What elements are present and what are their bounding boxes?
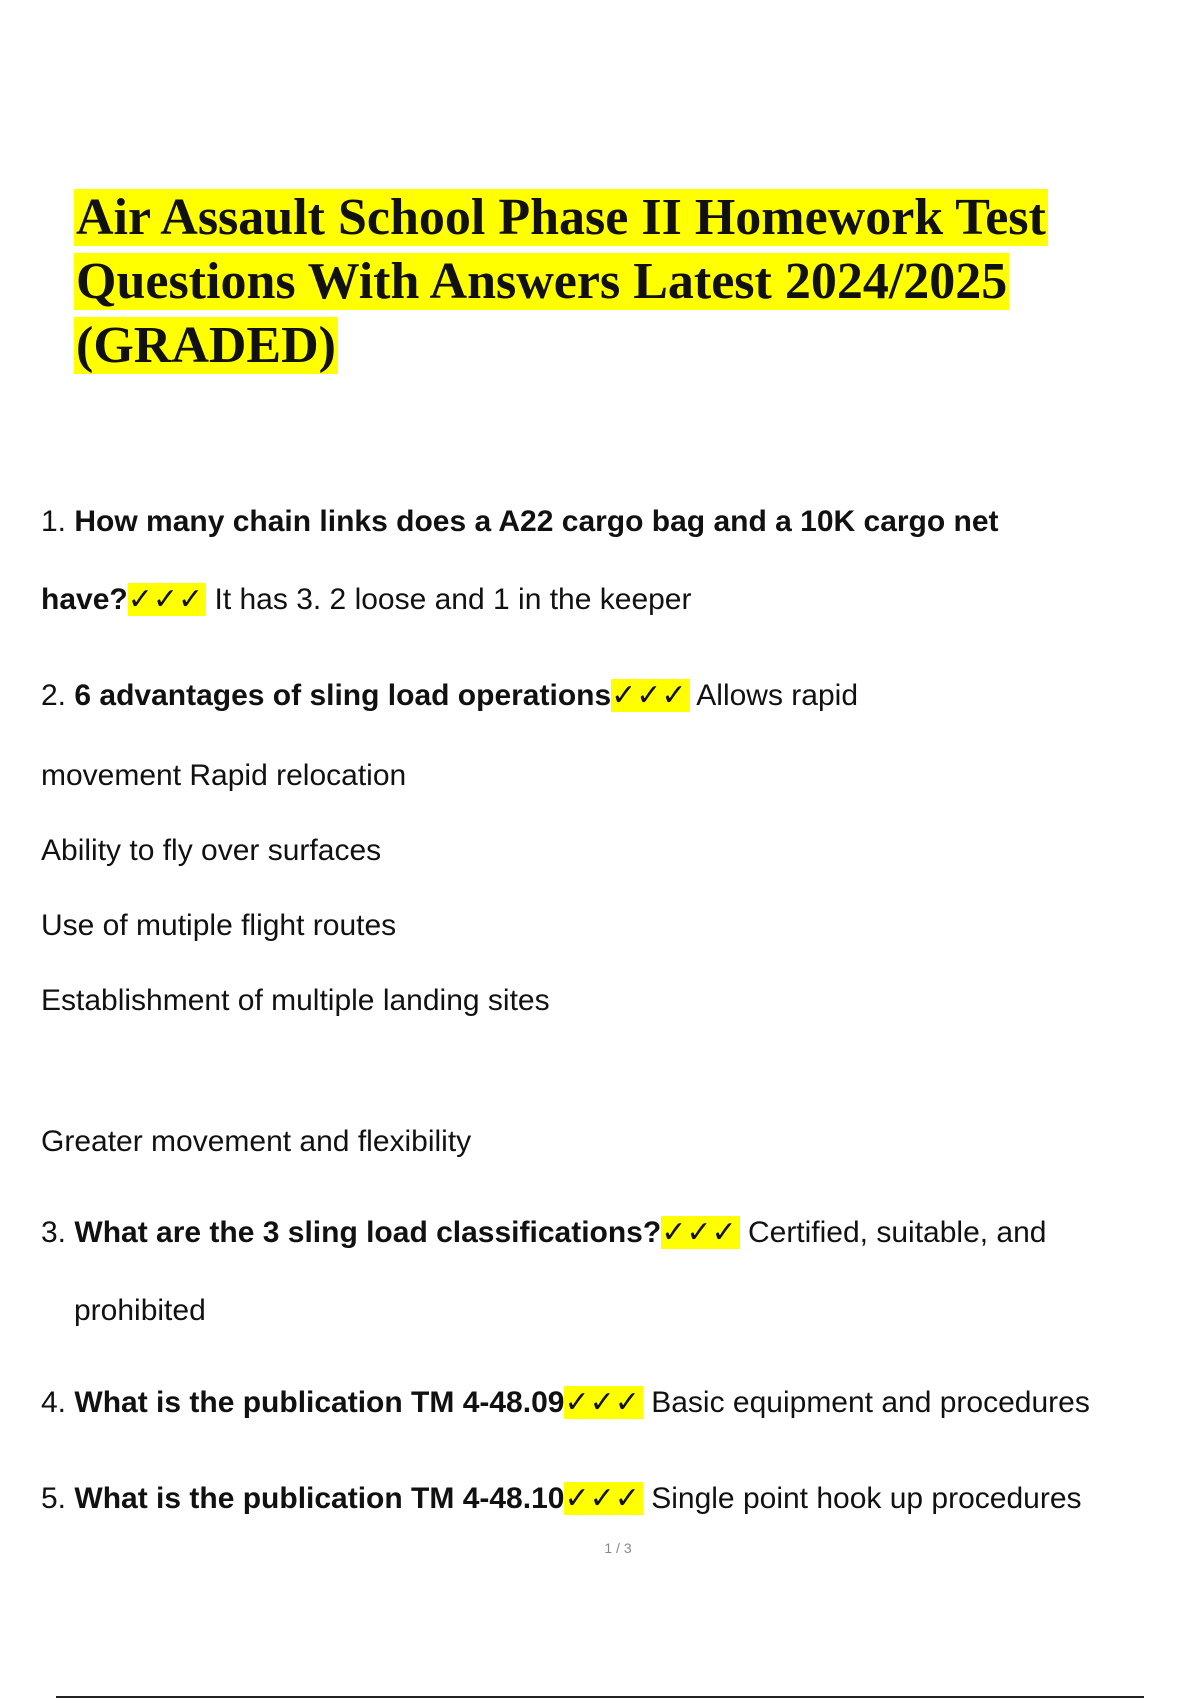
question-1-line-1 xyxy=(41,504,999,540)
footer-divider xyxy=(56,1696,1144,1698)
checkmark-icon: ✓✓✓ xyxy=(564,1482,642,1515)
answer-text: It has 3. 2 loose and 1 in the keeper xyxy=(214,583,692,616)
question-3-line-1 xyxy=(41,1215,1046,1251)
question-text: 6 advantages of sling load operations xyxy=(74,679,612,712)
page-indicator: 1 / 3 xyxy=(604,1540,632,1556)
question-text: What is the publication TM 4-48.09 xyxy=(74,1386,565,1419)
answer-line: Greater movement and flexibility xyxy=(41,1125,472,1158)
question-text-continued: have? xyxy=(41,583,128,616)
answer-text: Allows rapid xyxy=(696,679,858,712)
question-5-line-1 xyxy=(41,1481,1082,1517)
question-text: What is the publication TM 4-48.10 xyxy=(74,1482,565,1515)
checkmark-icon: ✓✓✓ xyxy=(611,679,689,712)
question-number: 3. xyxy=(41,1216,67,1249)
answer-text: Certified, suitable, and xyxy=(747,1216,1047,1249)
question-number: 5. xyxy=(41,1482,67,1515)
title-highlight: Air Assault School Phase II Homework Test Questions With Answers Latest 2024/2025 (GRADED) xyxy=(76,189,1046,374)
question-number: 2. xyxy=(41,679,67,712)
question-text: What are the 3 sling load classifications? xyxy=(74,1216,662,1249)
question-1-line-2 xyxy=(41,582,691,618)
document-title xyxy=(74,186,1154,378)
answer-text: Basic equipment and procedures xyxy=(651,1386,1090,1419)
answer-line: Ability to fly over surfaces xyxy=(41,834,382,867)
question-number: 4. xyxy=(41,1386,67,1419)
question-text: How many chain links does a A22 cargo bag and a 10K cargo net xyxy=(74,505,999,538)
checkmark-icon: ✓✓✓ xyxy=(128,583,206,616)
answer-line: Use of mutiple flight routes xyxy=(41,909,397,942)
answer-continuation: prohibited xyxy=(74,1294,206,1327)
answer-line: movement Rapid relocation xyxy=(41,759,407,792)
checkmark-icon: ✓✓✓ xyxy=(661,1216,739,1249)
question-number: 1. xyxy=(41,505,67,538)
question-2-line-1 xyxy=(41,678,858,714)
answer-line: Establishment of multiple landing sites xyxy=(41,984,550,1017)
question-4-line-1 xyxy=(41,1385,1090,1421)
checkmark-icon: ✓✓✓ xyxy=(564,1386,642,1419)
answer-text: Single point hook up procedures xyxy=(651,1482,1082,1515)
